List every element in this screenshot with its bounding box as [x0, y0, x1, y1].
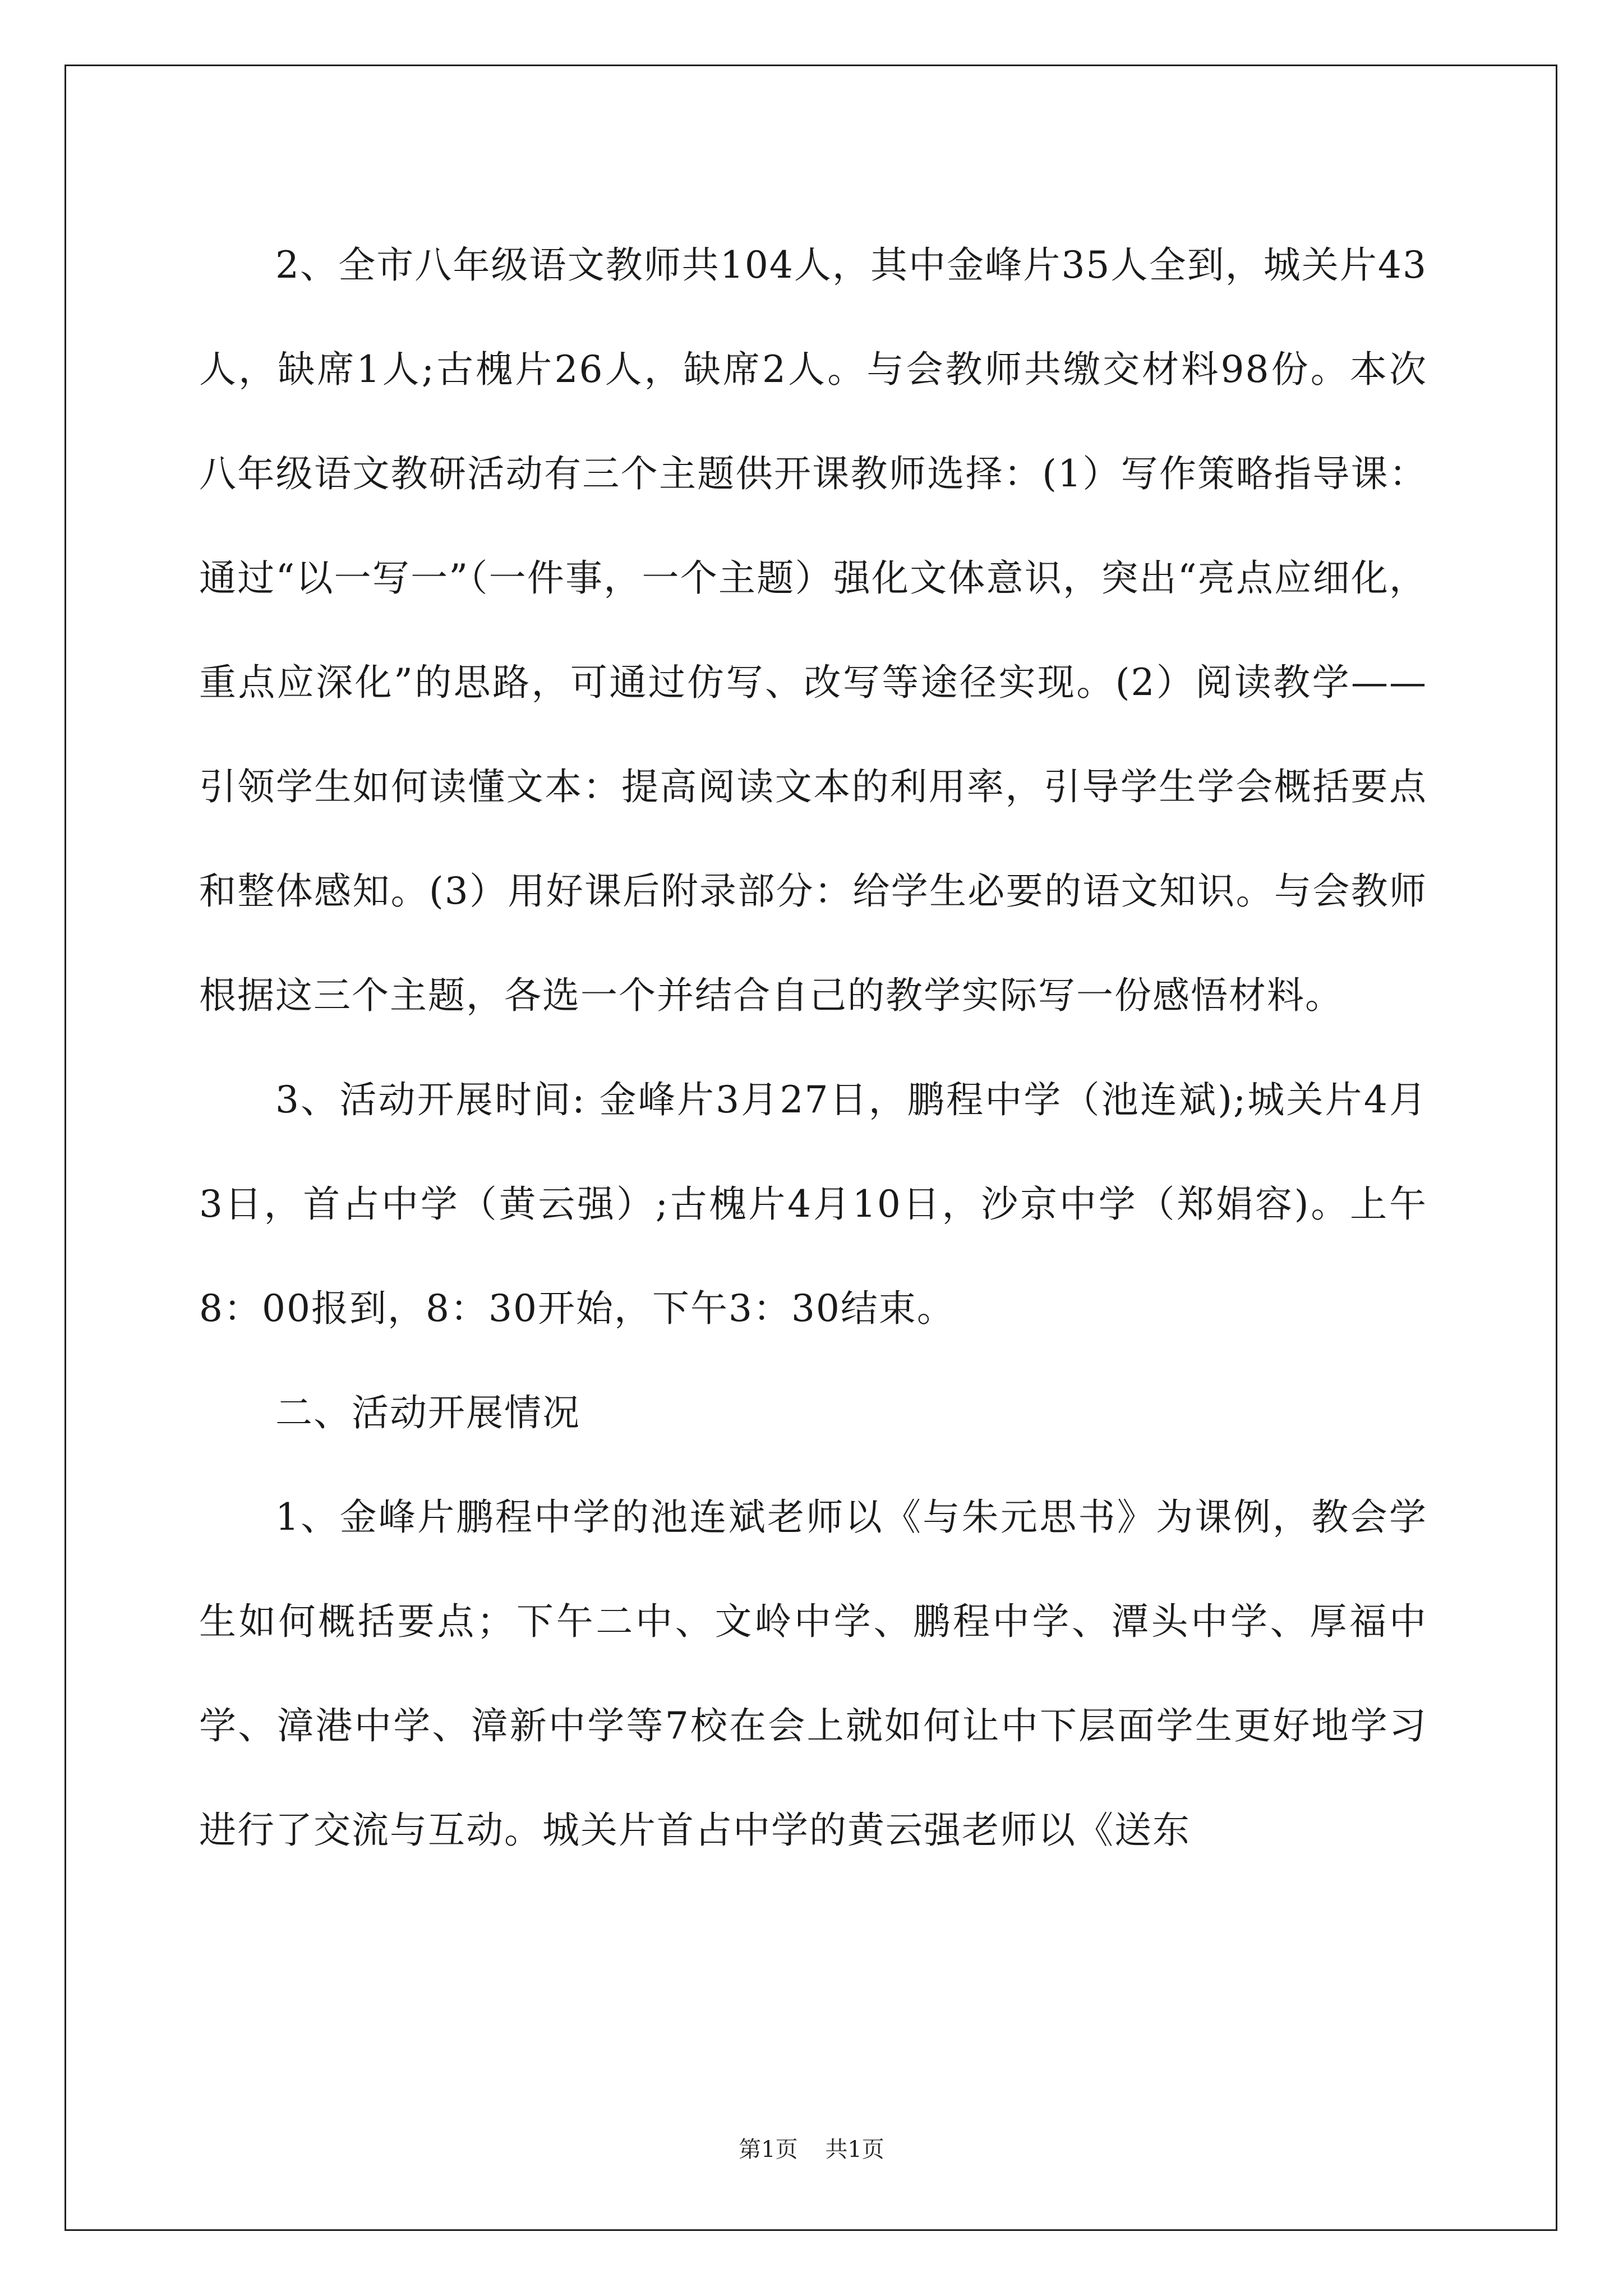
page-number-total: 共1页 [825, 2137, 884, 2162]
section-heading-activity-status: 二、活动开展情况 [275, 1391, 580, 1434]
page-number-current: 第1页 [739, 2137, 798, 2162]
paragraph-jinfeng-activity: 1、金峰片鹏程中学的池连斌老师以《与朱元思书》为课例，教会学生如何概括要点；下午二中、文岭中学、鹏程中学、潭头中学、厚福中学、漳港中学、漳新中学等7校在会上就如何让中下层面学生更好地学习进行了交流与互动。城关片首占中学的黄云强老师以《送东 [199, 1496, 1427, 1852]
paragraph-teachers-statistics: 2、全市八年级语文教师共104人，其中金峰片35人全到，城关片43人，缺席1人;古槐片26人，缺席2人。与会教师共缴交材料98份。本次八年级语文教研活动有三个主题供开课教师选择：(1）写作策略指导课：通过“以一写一”（一件事，一个主题）强化文体意识，突出“亮点应细化，重点应深化”的思路，可通过仿写、改写等途径实现。(2）阅读教学——引领学生如何读懂文本：提高阅读文本的利用率，引导学生学会概括要点和整体感知。(3）用好课后附录部分：给学生必要的语文知识。与会教师根据这三个主题，各选一个并结合自己的教学实际写一份感悟材料。 [199, 243, 1427, 1017]
page-footer [0, 2132, 1623, 2164]
paragraph-activity-schedule: 3、活动开展时间: 金峰片3月27日，鹏程中学（池连斌);城关片4月3日，首占中学（黄云强）;古槐片4月10日，沙京中学（郑娟容)。上午8：00报到，8：30开始，下午3：30结束。 [199, 1078, 1427, 1330]
document-body [199, 213, 1427, 1883]
